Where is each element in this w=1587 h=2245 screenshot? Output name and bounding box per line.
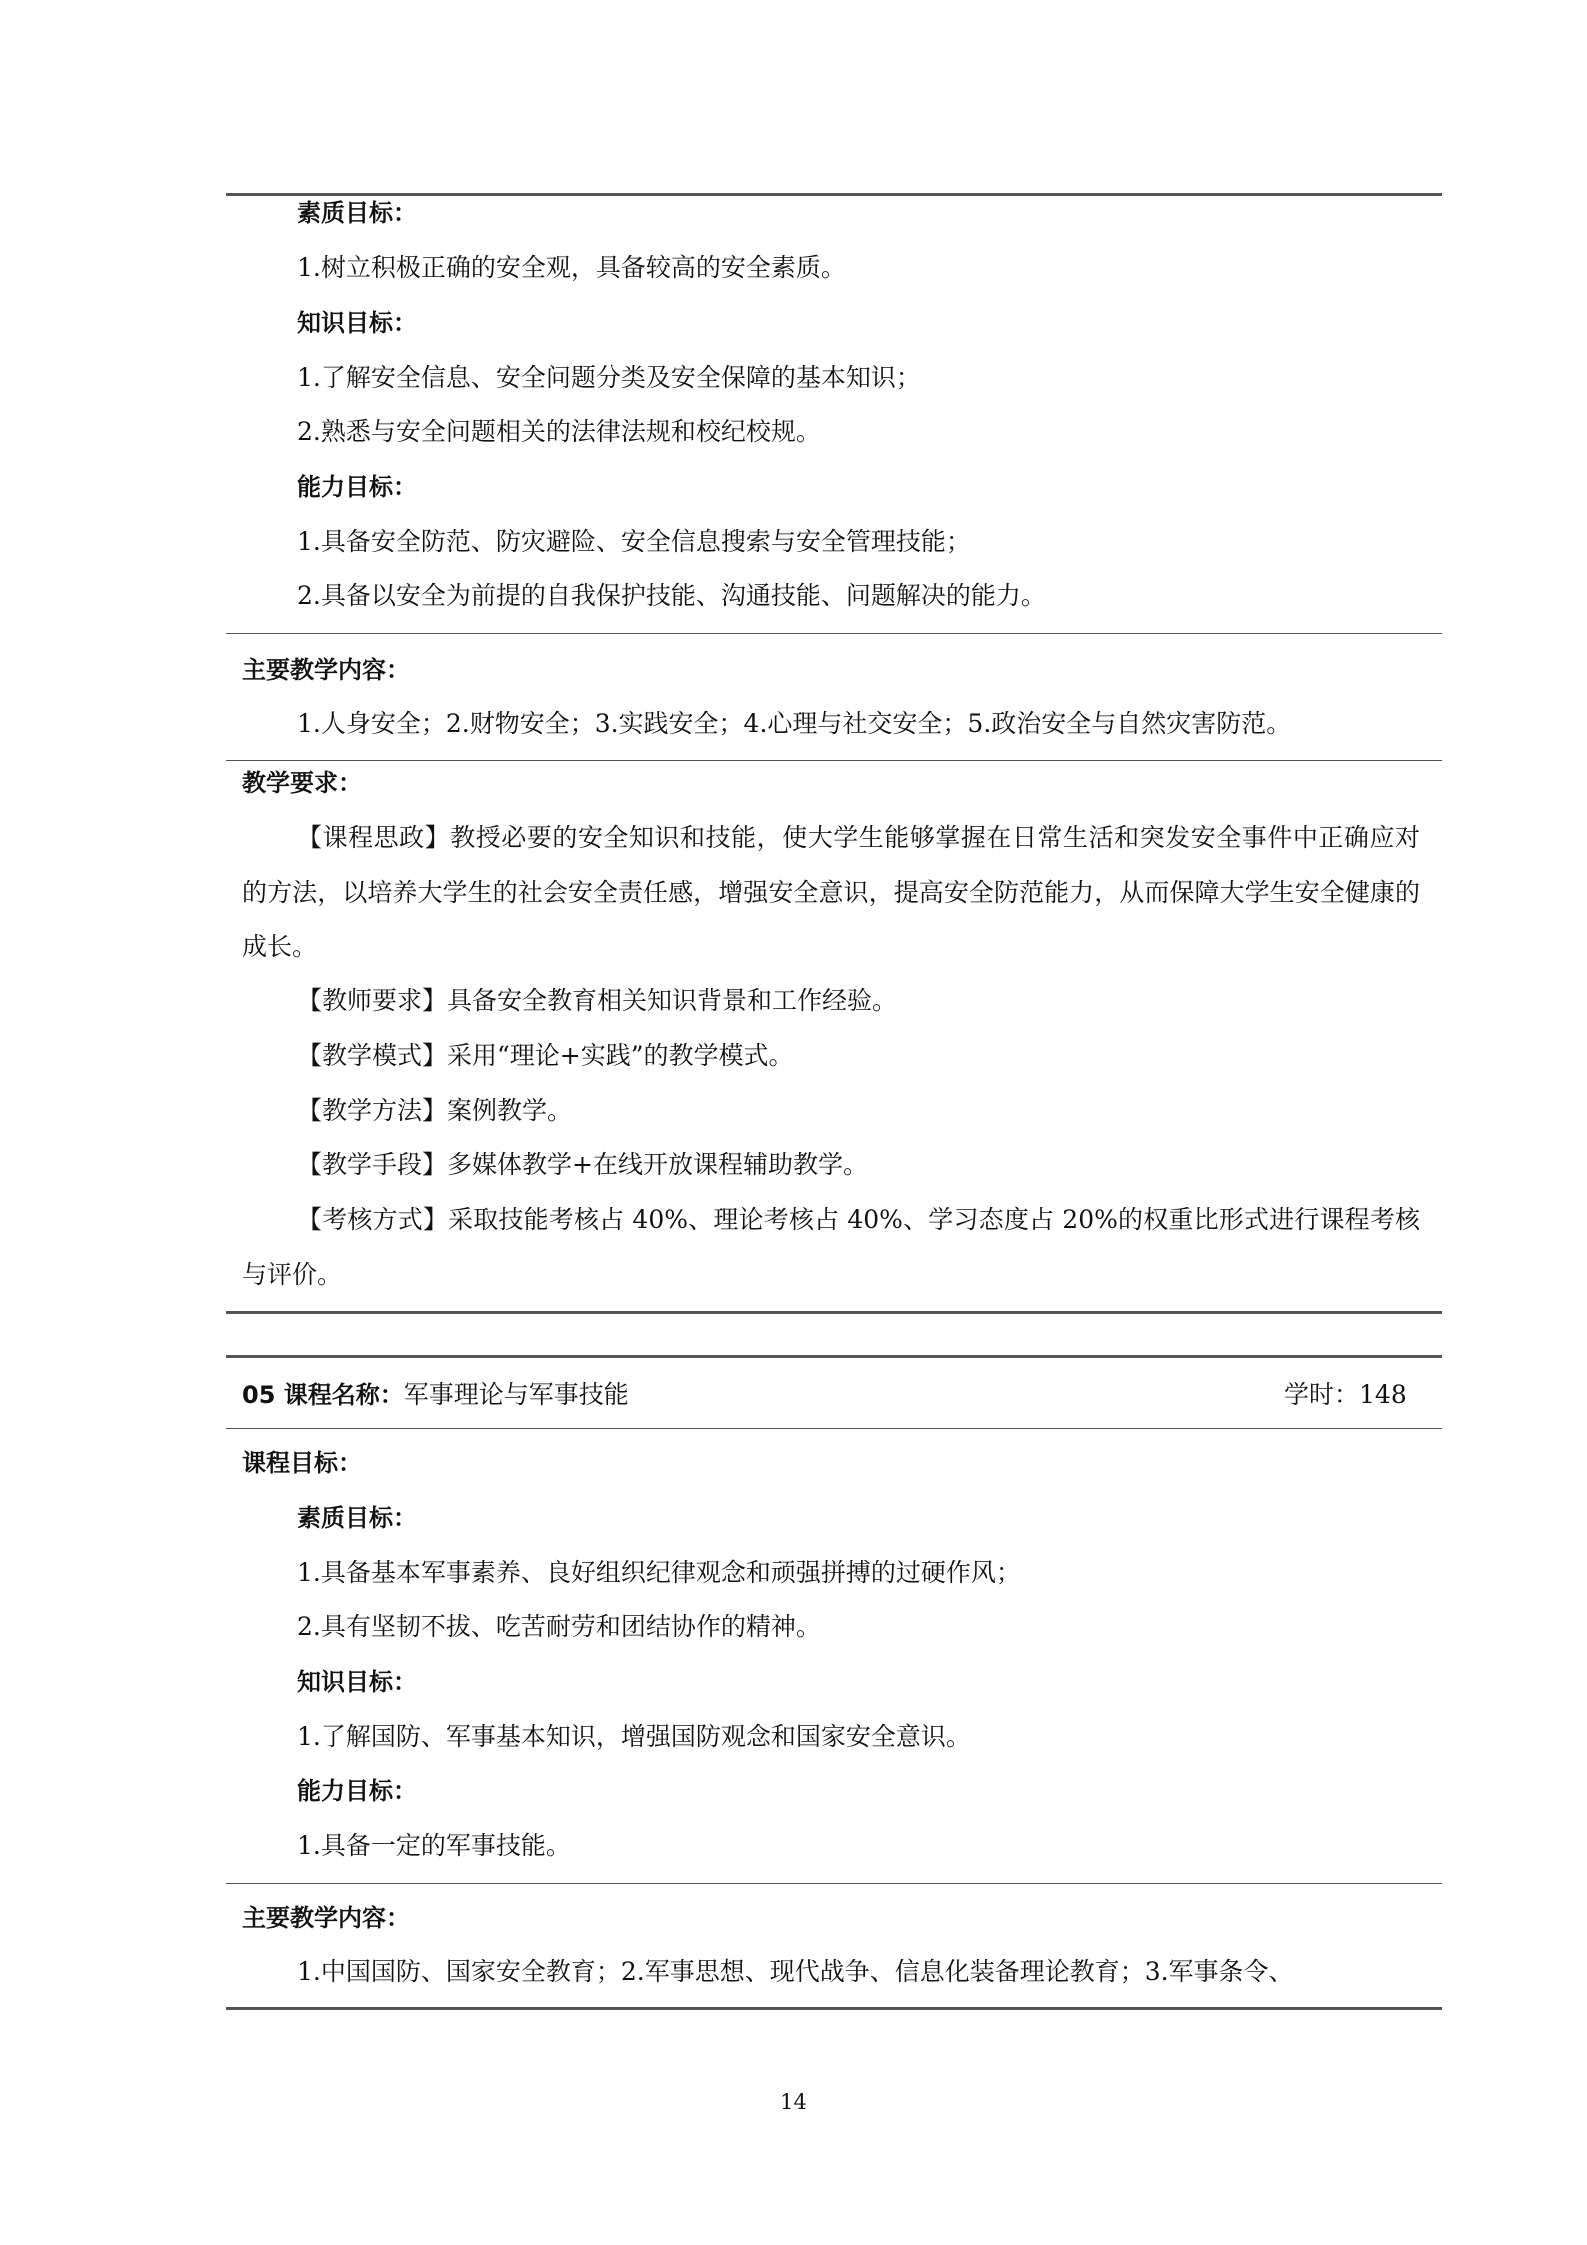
- main-content-text: 1.人身安全；2.财物安全；3.实践安全；4.心理与社交安全；5.政治安全与自然灾害防范。: [297, 709, 1292, 738]
- knowledge-goal-item: 1.了解安全信息、安全问题分类及安全保障的基本知识；: [297, 363, 921, 392]
- requirement-paragraph: 【教学手段】多媒体教学+在线开放课程辅助教学。: [297, 1150, 868, 1179]
- main-content-text: 1.中国国防、国家安全教育；2.军事思想、现代战争、信息化装备理论教育；3.军事条令、: [297, 1957, 1294, 1986]
- ability-goal-item: 1.具备一定的军事技能。: [297, 1831, 571, 1860]
- hours-label: 学时：: [1284, 1380, 1360, 1409]
- quality-goal-item: 1.具备基本军事素养、良好组织纪律观念和顽强拼搏的过硬作风；: [297, 1558, 1021, 1587]
- requirement-paragraph: 【考核方式】采取技能考核占 40%、理论考核占 40%、学习态度占 20%的权重比形式进行课程考核与评价。: [242, 1205, 1420, 1289]
- ability-goals-heading: 能力目标：: [297, 473, 417, 501]
- quality-goal-item: 1.树立积极正确的安全观，具备较高的安全素质。: [297, 253, 846, 282]
- knowledge-goals-heading: 知识目标：: [297, 1668, 417, 1696]
- table-bottom-rule: [226, 1311, 1442, 1314]
- teaching-requirements-heading: 教学要求：: [242, 769, 362, 797]
- course-hours: [1284, 1377, 1407, 1413]
- table-top-rule: [226, 1355, 1442, 1358]
- section-divider: [226, 1428, 1442, 1429]
- hours-value: 148: [1359, 1380, 1407, 1409]
- requirement-paragraph: 【课程思政】教授必要的安全知识和技能，使大学生能够掌握在日常生活和突发安全事件中正确应对的方法，以培养大学生的社会安全责任感，增强安全意识，提高安全防范能力，从而保障大学生安全健康的成长。: [242, 823, 1420, 961]
- page-number: 14: [780, 2090, 807, 2114]
- main-content-heading: 主要教学内容：: [242, 656, 410, 684]
- quality-goals-heading: 素质目标：: [297, 1504, 417, 1532]
- section-divider: [226, 760, 1442, 761]
- knowledge-goal-item: 2.熟悉与安全问题相关的法律法规和校纪校规。: [297, 417, 821, 446]
- ability-goal-item: 1.具备安全防范、防灾避险、安全信息搜索与安全管理技能；: [297, 527, 971, 556]
- course-title-row: [242, 1377, 629, 1413]
- ability-goals-heading: 能力目标：: [297, 1777, 417, 1805]
- requirement-paragraph: 【教学模式】采用“理论+实践”的教学模式。: [297, 1041, 794, 1070]
- quality-goal-item: 2.具有坚韧不拔、吃苦耐劳和团结协作的精神。: [297, 1612, 821, 1641]
- ability-goal-item: 2.具备以安全为前提的自我保护技能、沟通技能、问题解决的能力。: [297, 581, 1046, 610]
- quality-goals-heading: 素质目标：: [297, 199, 417, 227]
- course-label: 05 课程名称：: [242, 1381, 404, 1409]
- course-name: 军事理论与军事技能: [403, 1380, 629, 1409]
- knowledge-goal-item: 1.了解国防、军事基本知识，增强国防观念和国家安全意识。: [297, 1722, 971, 1751]
- section-divider: [226, 633, 1442, 634]
- course-goals-heading: 课程目标：: [242, 1449, 362, 1477]
- main-content-heading: 主要教学内容：: [242, 1904, 410, 1932]
- table-bottom-rule: [226, 2007, 1442, 2010]
- section-divider: [226, 1883, 1442, 1884]
- requirement-paragraph: 【教师要求】具备安全教育相关知识背景和工作经验。: [297, 986, 898, 1015]
- requirement-paragraph: 【教学方法】案例教学。: [297, 1096, 573, 1125]
- knowledge-goals-heading: 知识目标：: [297, 309, 417, 337]
